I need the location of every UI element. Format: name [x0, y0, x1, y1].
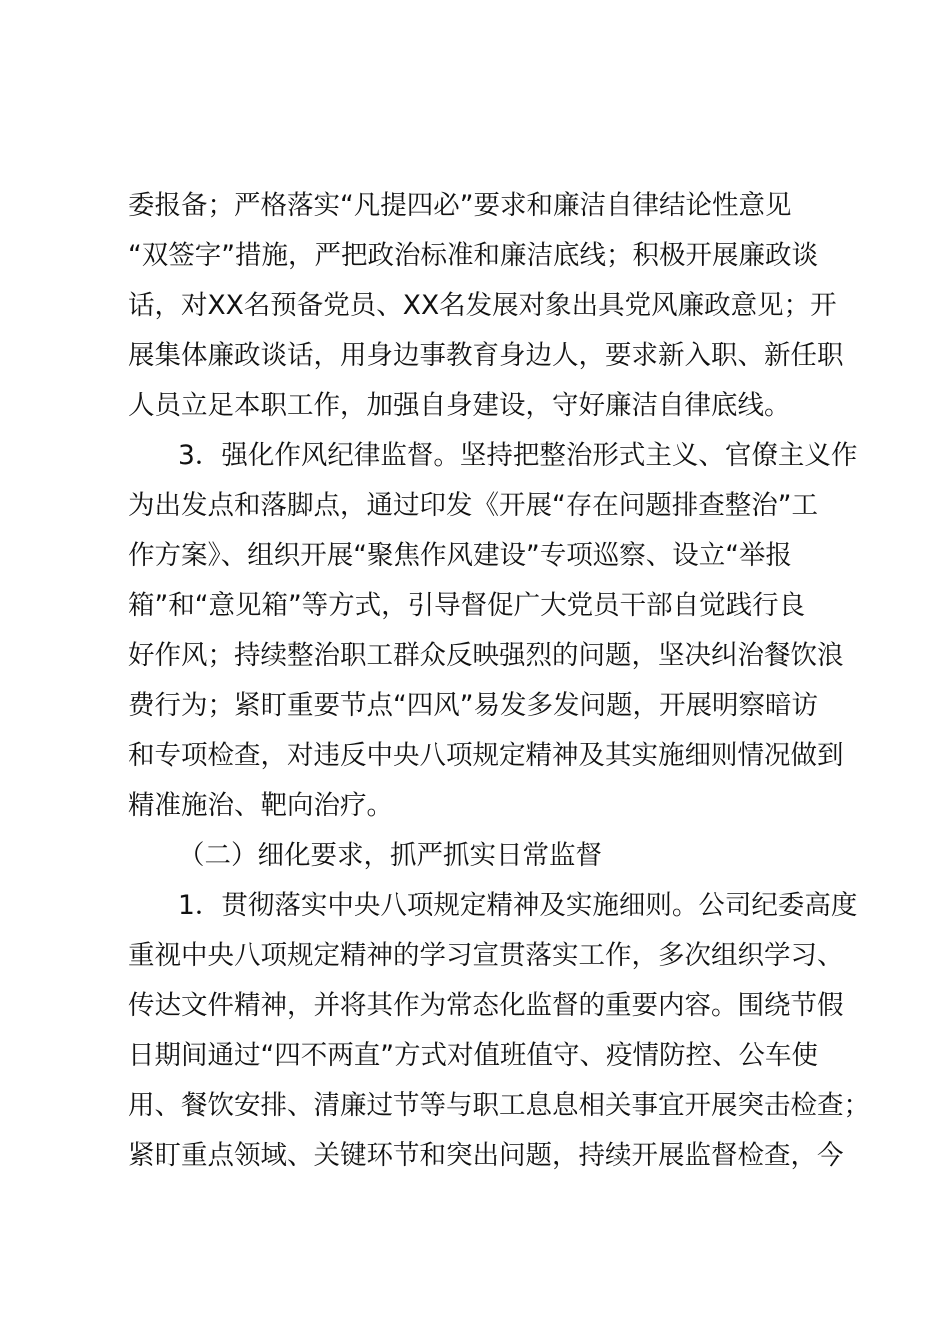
text-line: 箱”和“意见箱”等方式，引导督促广大党员干部自觉践行良: [128, 590, 806, 621]
text-line: 费行为；紧盯重要节点“四风”易发多发问题，开展明察暗访: [128, 690, 818, 721]
text-line: 日期间通过“四不两直”方式对值班值守、疫情防控、公车使: [128, 1040, 818, 1071]
text-line: 展集体廉政谈话，用身边事教育身边人，要求新入职、新任职: [128, 340, 844, 371]
text-line: 精准施治、靶向治疗。: [128, 790, 393, 821]
text-line: 好作风；持续整治职工群众反映强烈的问题，坚决纠治餐饮浪: [128, 640, 844, 671]
text-line: 重视中央八项规定精神的学习宣贯落实工作，多次组织学习、: [128, 940, 844, 971]
text-line: 和专项检查，对违反中央八项规定精神及其实施细则情况做到: [128, 740, 844, 771]
text-line: 委报备；严格落实“凡提四必”要求和廉洁自律结论性意见: [128, 190, 792, 221]
text-line: “双签字”措施，严把政治标准和廉洁底线；积极开展廉政谈: [128, 240, 818, 271]
text-line: 传达文件精神，并将其作为常态化监督的重要内容。围绕节假: [128, 990, 844, 1021]
text-line: 人员立足本职工作，加强自身建设，守好廉洁自律底线。: [128, 390, 791, 421]
paragraph-start-line: 1．贯彻落实中央八项规定精神及实施细则。公司纪委高度: [178, 890, 858, 921]
text-line: 为出发点和落脚点，通过印发《开展“存在问题排查整治”工: [128, 490, 818, 521]
section-heading: （二）细化要求，抓严抓实日常监督: [178, 840, 602, 871]
text-line: 用、餐饮安排、清廉过节等与职工息息相关事宜开展突击检查；: [128, 1090, 870, 1121]
text-line: 话，对XX名预备党员、XX名发展对象出具党风廉政意见；开: [128, 290, 837, 321]
paragraph-start-line: 3．强化作风纪律监督。坚持把整治形式主义、官僚主义作: [178, 440, 858, 471]
text-line: 作方案》、组织开展“聚焦作风建设”专项巡察、设立“举报: [128, 540, 792, 571]
text-line: 紧盯重点领域、关键环节和突出问题，持续开展监督检查，今: [128, 1140, 844, 1171]
